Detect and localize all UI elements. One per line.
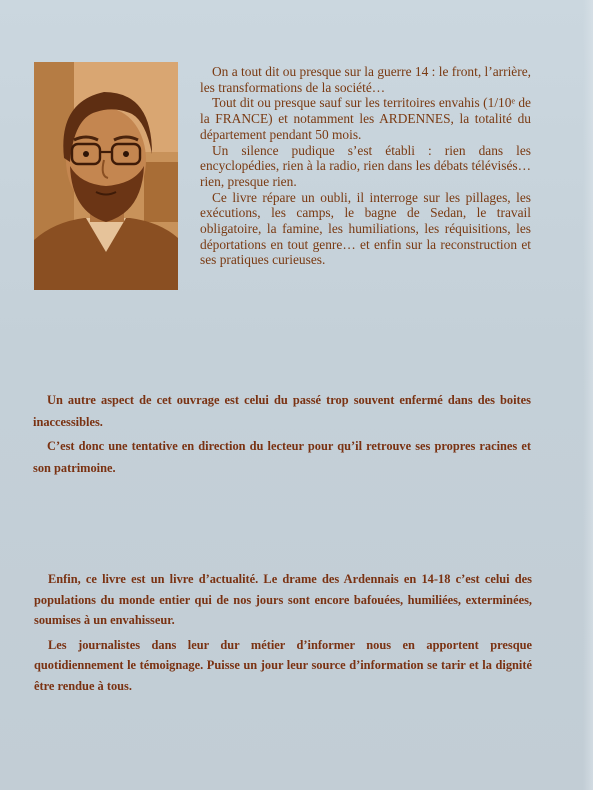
closing-paragraph: Les journalistes dans leur dur métier d’informer nous en apportent presque quotidiennement le témoignage. Puisse un jour leur source d’information se tarir et la dignité être rendue à tous. bbox=[34, 637, 532, 693]
middle-paragraph: Un autre aspect de cet ouvrage est celui du passé trop souvent enfermé dans des boites inaccessibles. bbox=[33, 393, 531, 429]
intro-paragraph: On a tout dit ou presque sur la guerre 14 : le front, l’arrière, les transformations de la société… bbox=[200, 64, 531, 95]
closing-paragraph: Enfin, ce livre est un livre d’actualité. Le drame des Ardennais en 14-18 c’est celui des populations du monde entier qui de nos jours sont encore bafouées, humiliées, exterminées, soumises à un envahisseur. bbox=[34, 572, 532, 627]
intro-paragraph: Un silence pudique s’est établi : rien dans les encyclopédies, rien à la radio, rien dans les débats télévisés… rien, presque rien. bbox=[200, 142, 531, 189]
middle-paragraph: C’est donc une tentative en direction du lecteur pour qu’il retrouve ses propres racines et son patrimoine. bbox=[33, 439, 531, 475]
intro-text bbox=[200, 64, 531, 268]
author-portrait bbox=[34, 62, 178, 290]
intro-paragraph: Tout dit ou presque sauf sur les territoires envahis (1/10ᵉ de la FRANCE) et notamment les ARDENNES, la totalité du département pendant 50 mois. bbox=[200, 95, 531, 142]
middle-text bbox=[33, 389, 531, 481]
page-edge bbox=[583, 0, 593, 790]
intro-paragraph: Ce livre répare un oubli, il interroge sur les pillages, les exécutions, les camps, le bagne de Sedan, le travail obligatoire, la famine, les humiliations, les réquisitions, les déportations en tout genre… et enfin sur la reconstruction et ses pratiques curieuses. bbox=[200, 189, 531, 268]
closing-text bbox=[34, 569, 532, 700]
